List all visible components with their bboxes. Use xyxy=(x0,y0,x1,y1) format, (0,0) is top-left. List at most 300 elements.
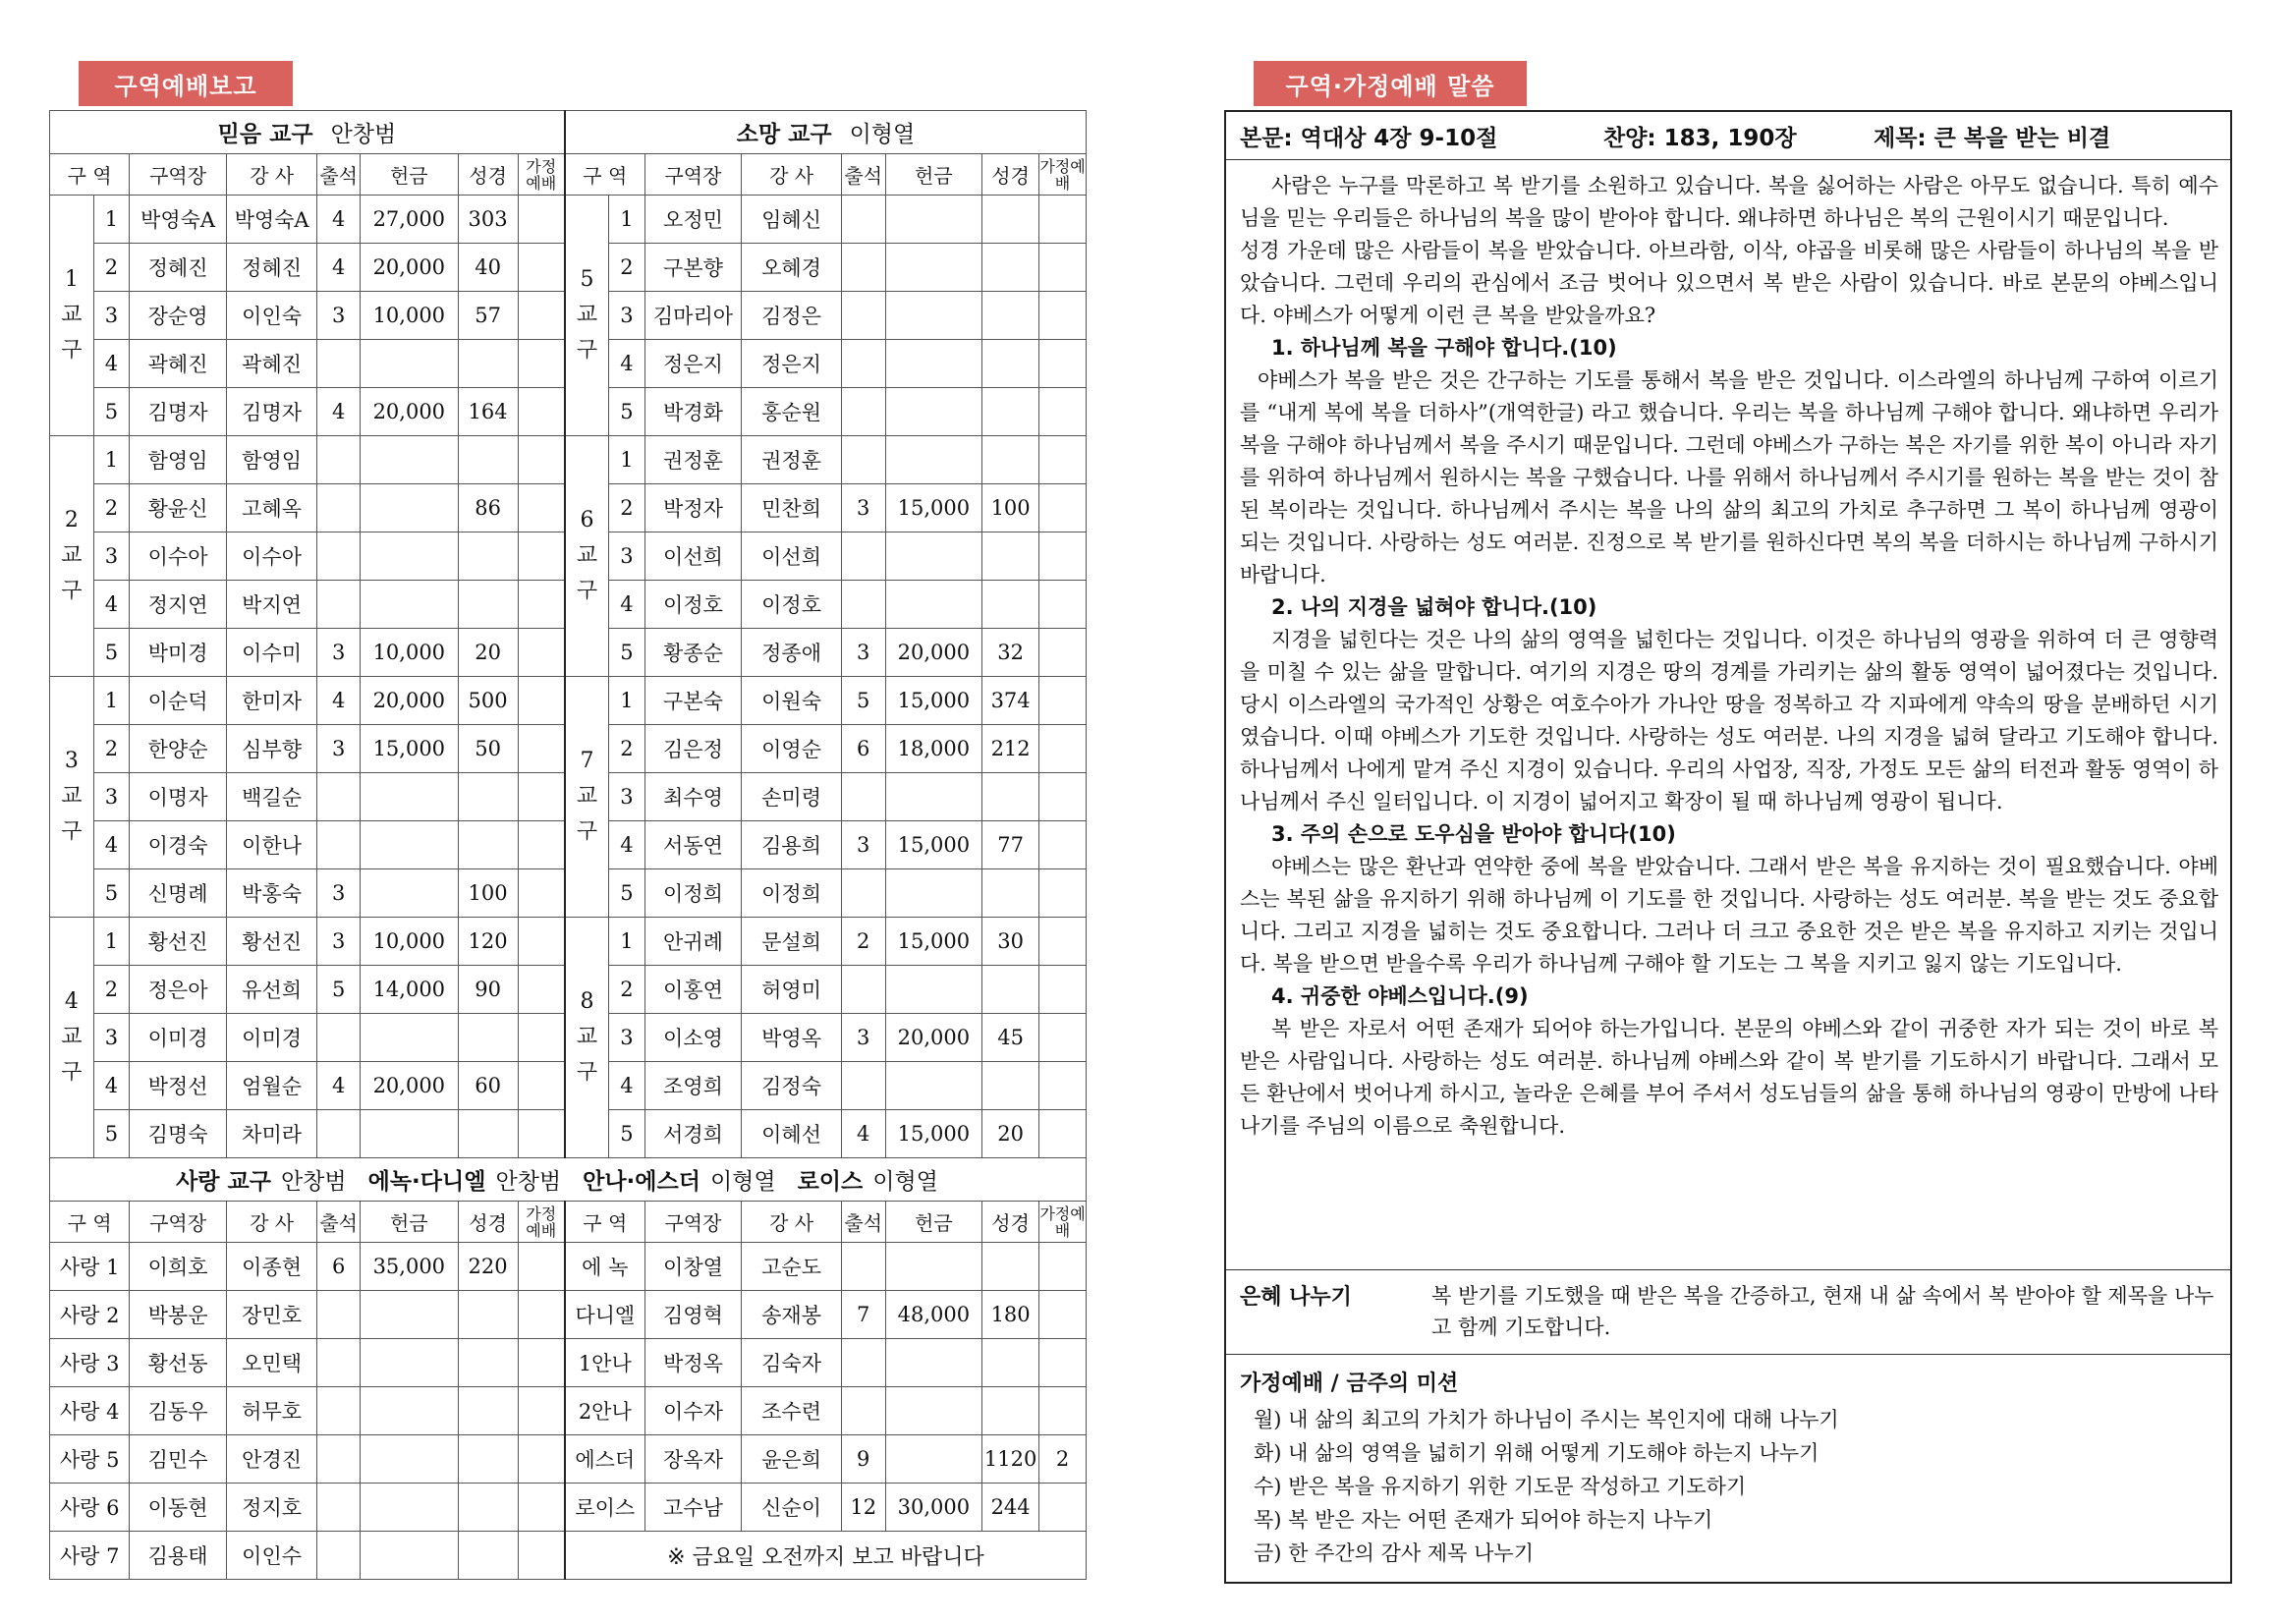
sermon-passage: 본문: 역대상 4장 9-10절 xyxy=(1240,125,1498,151)
table-cell: 20 xyxy=(458,629,518,677)
table-cell xyxy=(518,1484,565,1532)
table-cell xyxy=(317,581,361,629)
table-cell: 4 xyxy=(317,244,361,292)
table-cell: 90 xyxy=(458,966,518,1014)
table-cell xyxy=(317,1387,361,1435)
table-cell: 박정자 xyxy=(644,484,742,532)
sermon-point-3-text: 야베스는 많은 환난과 연약한 중에 복을 받았습니다. 그래서 받은 복을 유지하는 것이 필요했습니다. 야베스는 복된 삶을 유지하기 위해 하나님께 이 기도를 한 것입니다. 사랑하는 성도 여러분. 복을 받는 것도 중요합니다. 그리고 지경을 넓히는 것도 중요합니다. 그러나 더 크고 중요한 것은 받은 복을 유지하고 지키는 것입니다. 복을 받으면 받을수록 우리가 하나님께 구해야 할 기도는 그 복을 지키고 잃지 않는 기도입니다. xyxy=(1240,855,2218,976)
column-header: 헌금 xyxy=(361,154,459,196)
table-cell: 57 xyxy=(458,292,518,340)
district-label: 8 교 구 xyxy=(565,918,609,1158)
column-header: 가정예배 xyxy=(1039,154,1087,196)
table-cell: 이인수 xyxy=(226,1532,316,1580)
table-cell xyxy=(361,1014,459,1062)
table-cell: 박미경 xyxy=(130,629,227,677)
table-cell xyxy=(841,244,885,292)
sermon-point-1-text: 야베스가 복을 받은 것은 간구하는 기도를 통해서 복을 받은 것입니다. 이스라엘의 하나님께 구하여 이르기를 “내게 복에 복을 더하사”(개역한글) 라고 했습니다. 우리는 복을 하나님께 구해야 합니다. 왜냐하면 우리가 복을 구해야 하나님께서 복을 주시기 때문입니다. 그런데 야베스가 구하는 복은 자기를 위한 복이 아니라 자기를 위하여 하나님께서 원하시는 복을 구했습니다. 나를 위해서 하나님께서 주시기를 원하는 복을 받는 것이 참된 복이라는 것입니다. 하나님께서 주시는 복을 나의 삶의 최고의 가치로 추구하면 그 복이 하나님께 영광이 되는 것입니다. 사랑하는 성도 여러분. 진정으로 복 받기를 원하신다면 복의 복을 더하시는 하나님께 구하시기 바랍니다. xyxy=(1240,368,2218,587)
row-number: 5 xyxy=(93,1110,130,1158)
table-cell xyxy=(518,1435,565,1484)
row-number: 2 xyxy=(93,725,130,773)
table-cell: 15,000 xyxy=(885,918,982,966)
table-cell: 1120 xyxy=(982,1435,1039,1484)
sermon-point-4: 4. 귀중한 야베스입니다.(9) xyxy=(1271,984,1529,1008)
table-cell: 5 xyxy=(841,677,885,725)
table-cell: 86 xyxy=(458,484,518,532)
table-cell xyxy=(361,1484,459,1532)
row-number: 5 xyxy=(609,388,645,436)
table-cell: 김은정 xyxy=(644,725,742,773)
district-label: 1안나 xyxy=(565,1339,644,1387)
row-number: 2 xyxy=(93,966,130,1014)
table-cell xyxy=(841,581,885,629)
column-header: 헌금 xyxy=(361,1202,459,1243)
table-cell xyxy=(317,1291,361,1339)
table-cell xyxy=(518,1532,565,1580)
table-cell: 이경숙 xyxy=(130,821,227,869)
table-cell: 77 xyxy=(982,821,1039,869)
mission-item: 월) 내 삶의 최고의 가치가 하나님이 주시는 복인지에 대해 나누기 xyxy=(1254,1408,1839,1431)
table-cell: 303 xyxy=(458,196,518,244)
table-cell: 황선동 xyxy=(130,1339,227,1387)
table-cell xyxy=(841,196,885,244)
table-cell: 박영숙A xyxy=(226,196,316,244)
table-cell: 안경진 xyxy=(226,1435,316,1484)
table-cell xyxy=(1039,725,1087,773)
column-header: 출석 xyxy=(841,1202,885,1243)
table-cell: 송재봉 xyxy=(742,1291,842,1339)
column-header: 강 사 xyxy=(742,154,842,196)
table-cell: 15,000 xyxy=(885,821,982,869)
table-cell xyxy=(518,1339,565,1387)
table-cell: 오정민 xyxy=(644,196,742,244)
table-cell xyxy=(885,436,982,484)
district-label: 사랑 7 xyxy=(50,1532,130,1580)
column-header: 성경 xyxy=(982,154,1039,196)
table-cell xyxy=(1039,340,1087,388)
district-label: 에스더 xyxy=(565,1435,644,1484)
table-cell xyxy=(518,388,565,436)
table-cell xyxy=(518,340,565,388)
row-number: 4 xyxy=(93,821,130,869)
table-cell xyxy=(1039,1243,1087,1291)
table-cell: 엄월순 xyxy=(226,1062,316,1110)
sermon-point-3: 3. 주의 손으로 도우심을 받아야 합니다(10) xyxy=(1271,822,1676,846)
table-cell: 정지연 xyxy=(130,581,227,629)
table-cell: 차미라 xyxy=(226,1110,316,1158)
table-cell: 한양순 xyxy=(130,725,227,773)
table-cell: 김명숙 xyxy=(130,1110,227,1158)
table-cell: 20 xyxy=(982,1110,1039,1158)
table-cell xyxy=(841,292,885,340)
table-cell xyxy=(317,340,361,388)
table-cell: 박영옥 xyxy=(742,1014,842,1062)
table-cell: 구본숙 xyxy=(644,677,742,725)
table-cell xyxy=(1039,629,1087,677)
table-cell xyxy=(361,484,459,532)
mission-item: 수) 받은 복을 유지하기 위한 기도문 작성하고 기도하기 xyxy=(1254,1475,1747,1498)
table-cell: 35,000 xyxy=(361,1243,459,1291)
table-cell: 이미경 xyxy=(130,1014,227,1062)
table-cell xyxy=(1039,869,1087,918)
table-cell xyxy=(982,1062,1039,1110)
table-cell: 이정호 xyxy=(742,581,842,629)
table-cell xyxy=(518,773,565,821)
table-cell: 함영임 xyxy=(130,436,227,484)
table-cell: 4 xyxy=(317,196,361,244)
table-cell xyxy=(458,436,518,484)
column-header: 구역장 xyxy=(130,154,227,196)
table-cell xyxy=(458,1291,518,1339)
row-number: 3 xyxy=(93,1014,130,1062)
table-cell xyxy=(518,532,565,581)
table-cell: 100 xyxy=(982,484,1039,532)
column-header: 구 역 xyxy=(50,154,130,196)
row-number: 2 xyxy=(609,244,645,292)
table-cell: 민찬희 xyxy=(742,484,842,532)
table-cell xyxy=(518,821,565,869)
table-cell xyxy=(1039,388,1087,436)
table-cell: 정은아 xyxy=(130,966,227,1014)
table-cell xyxy=(1039,244,1087,292)
row-number: 5 xyxy=(93,629,130,677)
table-cell xyxy=(982,388,1039,436)
table-cell: 서경희 xyxy=(644,1110,742,1158)
table-cell: 이한나 xyxy=(226,821,316,869)
table-cell xyxy=(518,436,565,484)
sermon-point-1: 1. 하나님께 복을 구해야 합니다.(10) xyxy=(1271,336,1617,360)
row-number: 5 xyxy=(609,1110,645,1158)
table-cell xyxy=(458,1387,518,1435)
table-cell: 김마리아 xyxy=(644,292,742,340)
table-cell xyxy=(841,340,885,388)
table-cell: 정은지 xyxy=(644,340,742,388)
table-cell: 박지연 xyxy=(226,581,316,629)
sermon-intro-2: 성경 가운데 많은 사람들이 복을 받았습니다. 아브라함, 이삭, 야곱을 비롯해 많은 사람들이 하나님의 복을 받았습니다. 그런데 우리의 관심에서 조금 벗어나 있으면서 복 받은 사람이 있습니다. 바로 본문의 야베스입니다. 야베스가 어떻게 이런 큰 복을 받았을까요? xyxy=(1240,239,2218,327)
column-header: 가정예배 xyxy=(1039,1202,1087,1243)
table-cell: 신순이 xyxy=(742,1484,842,1532)
table-cell xyxy=(518,966,565,1014)
row-number: 4 xyxy=(609,340,645,388)
sermon-hymn: 찬양: 183, 190장 xyxy=(1603,125,1797,151)
table-cell: 3 xyxy=(841,821,885,869)
table-cell xyxy=(518,1291,565,1339)
table-cell xyxy=(518,1014,565,1062)
table-cell: 15,000 xyxy=(361,725,459,773)
table-cell: 20,000 xyxy=(361,1062,459,1110)
row-number: 5 xyxy=(93,869,130,918)
table-cell xyxy=(518,1062,565,1110)
district-label: 2 교 구 xyxy=(50,436,94,677)
sermon-title: 제목: 큰 복을 받는 비결 xyxy=(1874,125,2111,151)
table-cell: 6 xyxy=(841,725,885,773)
table-cell xyxy=(885,388,982,436)
table-cell: 3 xyxy=(317,292,361,340)
column-header: 강 사 xyxy=(742,1202,842,1243)
row-number: 1 xyxy=(609,196,645,244)
table-cell xyxy=(885,244,982,292)
table-cell: 이미경 xyxy=(226,1014,316,1062)
district-label: 2안나 xyxy=(565,1387,644,1435)
district-label: 사랑 2 xyxy=(50,1291,130,1339)
table-row xyxy=(50,1532,1087,1580)
table-cell: 김영혁 xyxy=(644,1291,742,1339)
table-cell xyxy=(885,581,982,629)
table-cell: 이종현 xyxy=(226,1243,316,1291)
table-cell: 김동우 xyxy=(130,1387,227,1435)
mission-item: 화) 내 삶의 영역을 넓히기 위해 어떻게 기도해야 하는지 나누기 xyxy=(1254,1441,1819,1465)
sermon-point-2: 2. 나의 지경을 넓혀야 합니다.(10) xyxy=(1271,595,1597,619)
table-cell: 3 xyxy=(841,484,885,532)
table-row xyxy=(50,1435,1087,1484)
table-cell: 문설희 xyxy=(742,918,842,966)
table-row xyxy=(50,1387,1087,1435)
sermon-point-4-text: 복 받은 자로서 어떤 존재가 되어야 하는가입니다. 본문의 야베스와 같이 귀중한 자가 되는 것이 바로 복 받은 사람입니다. 사랑하는 성도 여러분. 하나님께 야베스와 같이 복 받기를 기도하시기 바랍니다. 그래서 모든 환난에서 벗어나게 하시고, 놀라운 은혜를 부어 주셔서 성도님들의 삶을 통해 하나님의 영광이 만방에 나타나기를 주님의 이름으로 축원합니다. xyxy=(1240,1017,2218,1138)
table-cell: 조수련 xyxy=(742,1387,842,1435)
table-cell xyxy=(361,436,459,484)
column-header: 강 사 xyxy=(226,154,316,196)
table-cell xyxy=(518,1387,565,1435)
table-cell xyxy=(518,1243,565,1291)
table-cell: 장민호 xyxy=(226,1291,316,1339)
column-header: 구 역 xyxy=(50,1202,130,1243)
table-cell xyxy=(317,484,361,532)
table-cell xyxy=(841,773,885,821)
column-header: 구역장 xyxy=(644,1202,742,1243)
district-label: 에 녹 xyxy=(565,1243,644,1291)
table-cell xyxy=(518,725,565,773)
table-cell xyxy=(841,1387,885,1435)
report-deadline-note: ※ 금요일 오전까지 보고 바랍니다 xyxy=(565,1532,1087,1580)
table-cell: 장옥자 xyxy=(644,1435,742,1484)
row-number: 1 xyxy=(93,196,130,244)
table-cell xyxy=(1039,1484,1087,1532)
table-cell: 3 xyxy=(317,725,361,773)
column-header: 성경 xyxy=(458,154,518,196)
table-cell xyxy=(1039,1291,1087,1339)
table-cell: 홍순원 xyxy=(742,388,842,436)
sermon-body xyxy=(1226,160,2230,1270)
district-label: 사랑 3 xyxy=(50,1339,130,1387)
district-label: 6 교 구 xyxy=(565,436,609,677)
table-cell xyxy=(1039,1110,1087,1158)
table-cell: 신명례 xyxy=(130,869,227,918)
table-cell xyxy=(885,532,982,581)
row-number: 1 xyxy=(609,677,645,725)
table-cell xyxy=(361,821,459,869)
table-cell: 이선희 xyxy=(644,532,742,581)
table-cell: 이순덕 xyxy=(130,677,227,725)
row-number: 5 xyxy=(609,629,645,677)
table-cell xyxy=(361,1387,459,1435)
table-cell xyxy=(317,1110,361,1158)
table-cell xyxy=(885,773,982,821)
table-cell xyxy=(885,966,982,1014)
table-cell xyxy=(982,1387,1039,1435)
table-cell: 박정선 xyxy=(130,1062,227,1110)
table-cell xyxy=(361,1532,459,1580)
table-cell: 이영순 xyxy=(742,725,842,773)
table-row xyxy=(50,1339,1087,1387)
table-cell: 이정호 xyxy=(644,581,742,629)
table-cell xyxy=(518,244,565,292)
table-cell xyxy=(518,629,565,677)
table-cell: 500 xyxy=(458,677,518,725)
table-cell: 함영임 xyxy=(226,436,316,484)
table-cell xyxy=(1039,966,1087,1014)
table-cell: 고수남 xyxy=(644,1484,742,1532)
table-cell xyxy=(1039,196,1087,244)
mission-list xyxy=(1240,1403,2216,1570)
column-header: 출석 xyxy=(317,1202,361,1243)
table-cell xyxy=(361,773,459,821)
table-cell: 이창열 xyxy=(644,1243,742,1291)
row-number: 1 xyxy=(609,436,645,484)
table-cell: 4 xyxy=(317,1062,361,1110)
table-cell: 48,000 xyxy=(885,1291,982,1339)
table-cell xyxy=(841,436,885,484)
table-cell: 이희호 xyxy=(130,1243,227,1291)
table-cell: 이수미 xyxy=(226,629,316,677)
table-cell: 이수자 xyxy=(644,1387,742,1435)
table-cell xyxy=(458,1435,518,1484)
group-header-faith: 믿음 교구 안창범 xyxy=(50,111,565,154)
table-row xyxy=(50,1243,1087,1291)
table-cell: 3 xyxy=(317,869,361,918)
table-cell: 30 xyxy=(982,918,1039,966)
table-cell: 20,000 xyxy=(361,677,459,725)
mission-item: 목) 복 받은 자는 어떤 존재가 되어야 하는지 나누기 xyxy=(1254,1508,1713,1532)
table-cell xyxy=(885,1435,982,1484)
table-cell xyxy=(1039,1339,1087,1387)
table-cell: 백길순 xyxy=(226,773,316,821)
row-number: 2 xyxy=(93,244,130,292)
row-number: 3 xyxy=(93,532,130,581)
table-cell: 100 xyxy=(458,869,518,918)
table-cell xyxy=(361,532,459,581)
table-cell: 임혜신 xyxy=(742,196,842,244)
table-cell: 정은지 xyxy=(742,340,842,388)
table-cell: 2 xyxy=(1039,1435,1087,1484)
table-cell xyxy=(982,292,1039,340)
table-cell: 김정은 xyxy=(742,292,842,340)
table-cell xyxy=(841,1243,885,1291)
table-cell: 4 xyxy=(317,388,361,436)
table-cell xyxy=(982,436,1039,484)
table-cell: 이소영 xyxy=(644,1014,742,1062)
table-cell xyxy=(885,869,982,918)
table-cell: 정지호 xyxy=(226,1484,316,1532)
table-cell: 10,000 xyxy=(361,292,459,340)
table-cell: 3 xyxy=(841,1014,885,1062)
table-cell xyxy=(518,581,565,629)
table-cell: 3 xyxy=(317,918,361,966)
table-cell xyxy=(1039,677,1087,725)
table-cell xyxy=(518,918,565,966)
row-number: 2 xyxy=(609,966,645,1014)
row-number: 2 xyxy=(609,484,645,532)
table-cell: 손미령 xyxy=(742,773,842,821)
table-cell: 박경화 xyxy=(644,388,742,436)
column-header: 가정예배 xyxy=(518,1202,565,1243)
row-number: 1 xyxy=(609,918,645,966)
table-cell: 곽혜진 xyxy=(130,340,227,388)
table-cell xyxy=(518,1110,565,1158)
table-cell xyxy=(361,1110,459,1158)
district-label: 5 교 구 xyxy=(565,196,609,436)
row-number: 2 xyxy=(93,484,130,532)
table-cell: 정혜진 xyxy=(130,244,227,292)
table-cell xyxy=(458,581,518,629)
table-cell: 50 xyxy=(458,725,518,773)
table-cell: 이원숙 xyxy=(742,677,842,725)
table-cell: 박봉운 xyxy=(130,1291,227,1339)
table-cell: 유선희 xyxy=(226,966,316,1014)
table-cell xyxy=(458,1014,518,1062)
row-number: 4 xyxy=(609,821,645,869)
table-cell xyxy=(1039,1014,1087,1062)
table-cell: 2 xyxy=(841,918,885,966)
table-cell xyxy=(982,773,1039,821)
table-cell: 고혜옥 xyxy=(226,484,316,532)
column-header: 구 역 xyxy=(565,1202,644,1243)
row-number: 4 xyxy=(93,581,130,629)
table-cell xyxy=(885,340,982,388)
table-cell xyxy=(841,388,885,436)
table-cell xyxy=(885,1387,982,1435)
table-cell xyxy=(841,532,885,581)
row-number: 3 xyxy=(609,773,645,821)
district-report-table xyxy=(49,110,1087,1580)
table-cell: 이수아 xyxy=(130,532,227,581)
table-cell: 이선희 xyxy=(742,532,842,581)
table-cell: 권정훈 xyxy=(644,436,742,484)
table-cell: 박영숙A xyxy=(130,196,227,244)
table-cell: 허무호 xyxy=(226,1387,316,1435)
table-cell xyxy=(1039,821,1087,869)
row-number: 3 xyxy=(93,773,130,821)
table-cell: 3 xyxy=(317,629,361,677)
table-cell: 12 xyxy=(841,1484,885,1532)
table-cell: 서동연 xyxy=(644,821,742,869)
table-cell xyxy=(1039,581,1087,629)
row-number: 3 xyxy=(93,292,130,340)
table-cell: 조영희 xyxy=(644,1062,742,1110)
table-cell: 한미자 xyxy=(226,677,316,725)
table-cell xyxy=(361,340,459,388)
district-label: 4 교 구 xyxy=(50,918,94,1158)
table-cell: 20,000 xyxy=(885,629,982,677)
column-header: 성경 xyxy=(982,1202,1039,1243)
table-cell: 5 xyxy=(317,966,361,1014)
row-number: 1 xyxy=(93,677,130,725)
table-cell: 60 xyxy=(458,1062,518,1110)
table-cell xyxy=(518,677,565,725)
table-cell: 30,000 xyxy=(885,1484,982,1532)
table-cell xyxy=(982,1243,1039,1291)
sermon-intro-1: 사람은 누구를 막론하고 복 받기를 소원하고 있습니다. 복을 싫어하는 사람은 아무도 없습니다. 특히 예수님을 믿는 우리들은 하나님의 복을 많이 받아야 합니다. 왜냐하면 하나님은 복의 근원이시기 때문입니다. xyxy=(1240,174,2218,230)
table-cell xyxy=(982,196,1039,244)
district-label: 사랑 1 xyxy=(50,1243,130,1291)
table-cell: 이혜선 xyxy=(742,1110,842,1158)
table-cell: 고순도 xyxy=(742,1243,842,1291)
table-cell xyxy=(885,1062,982,1110)
table-cell: 황선진 xyxy=(226,918,316,966)
table-cell: 권정훈 xyxy=(742,436,842,484)
table-cell xyxy=(458,821,518,869)
row-number: 3 xyxy=(609,1014,645,1062)
table-cell xyxy=(317,436,361,484)
row-number: 4 xyxy=(609,1062,645,1110)
